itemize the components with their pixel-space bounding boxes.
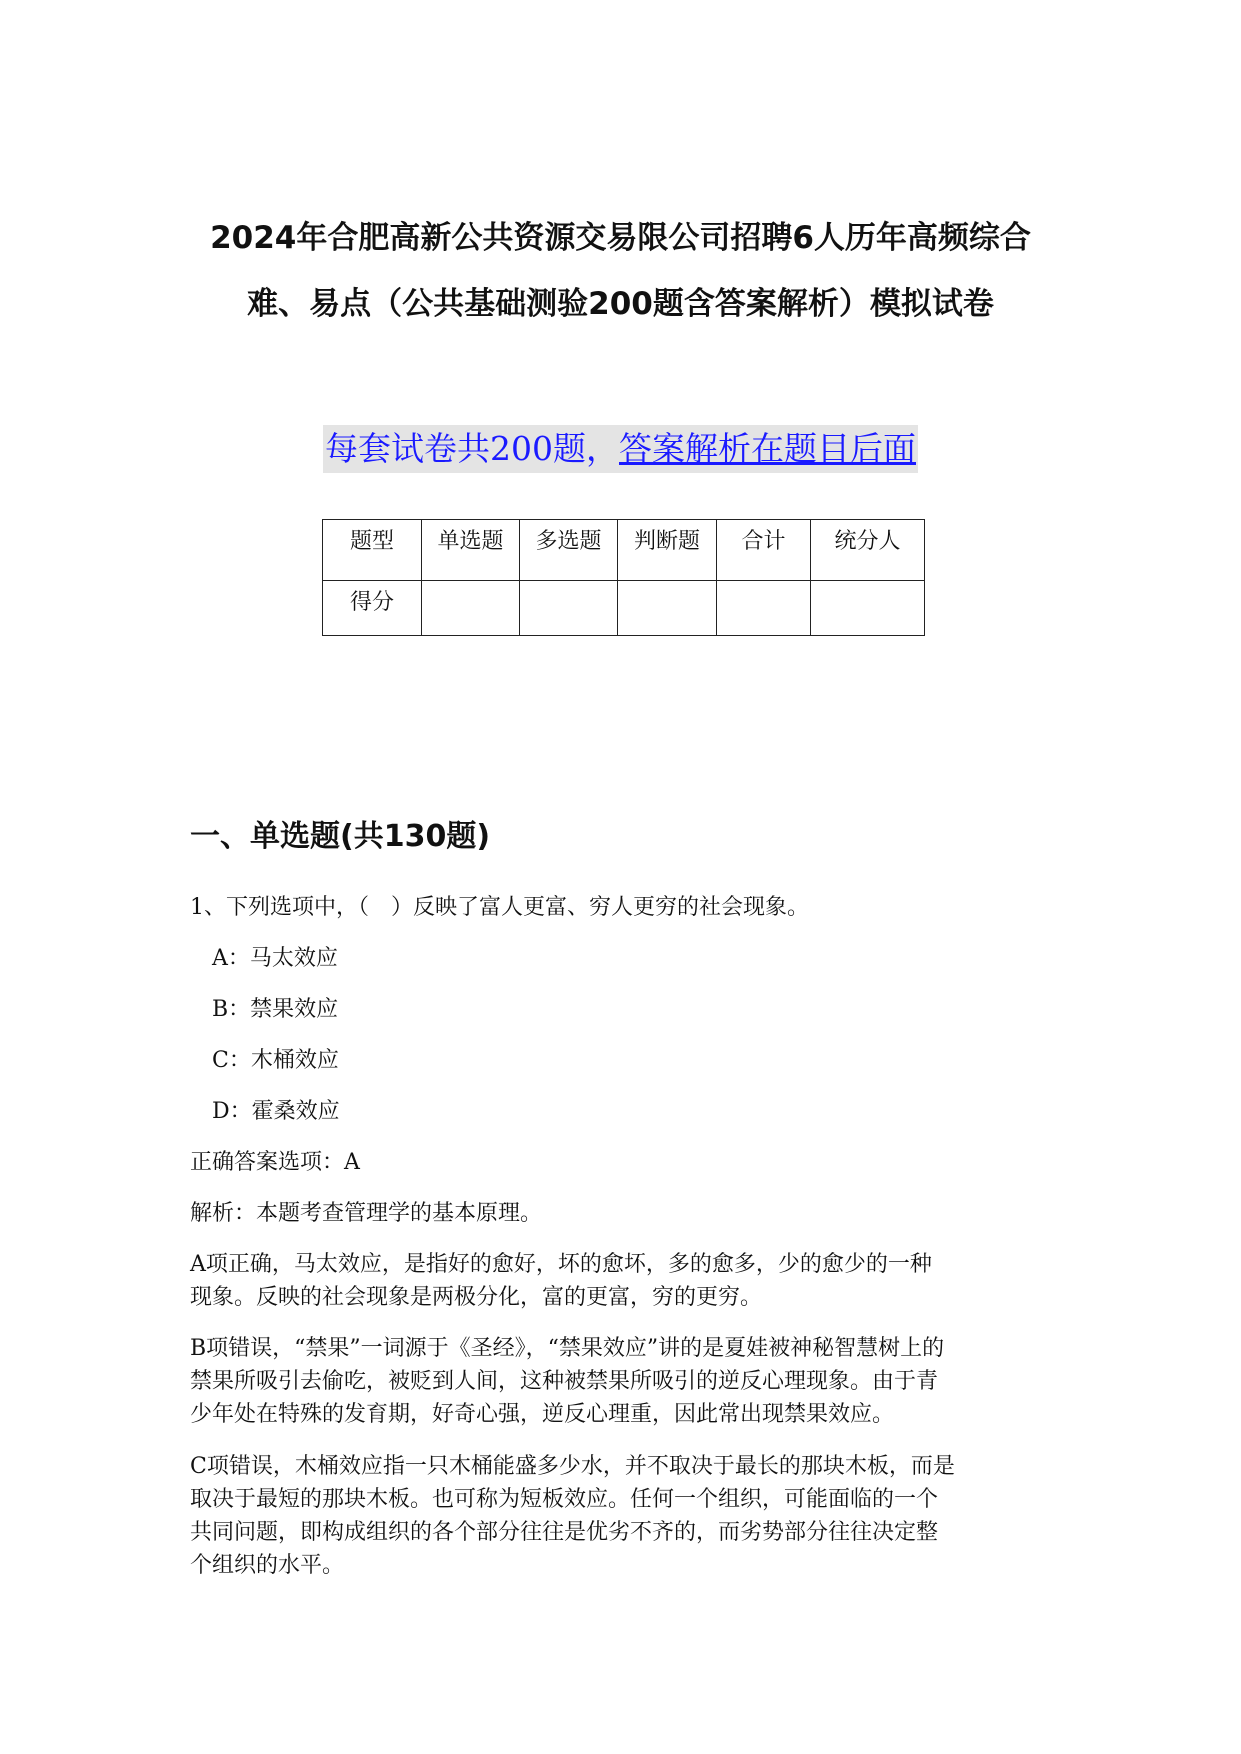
score-table bbox=[322, 519, 925, 636]
analysis-intro: 解析：本题考查管理学的基本原理。 bbox=[190, 1201, 543, 1226]
title-line-1: 2024年合肥高新公共资源交易限公司招聘6人历年高频综合 bbox=[210, 220, 1031, 256]
document-title bbox=[150, 205, 1091, 337]
table-header-cell: 统分人 bbox=[811, 520, 925, 581]
explanation-line: A项正确，马太效应，是指好的愈好，坏的愈坏，多的愈多，少的愈少的一种 bbox=[190, 1252, 932, 1277]
score-cell[interactable] bbox=[422, 581, 520, 636]
option-d: D：霍桑效应 bbox=[212, 1099, 340, 1124]
explanation-line: B项错误，“禁果”一词源于《圣经》，“禁果效应”讲的是夏娃被神秘智慧树上的 bbox=[190, 1336, 945, 1361]
table-header-cell: 判断题 bbox=[618, 520, 717, 581]
option-b: B：禁果效应 bbox=[212, 997, 339, 1022]
explanation-a bbox=[190, 1248, 1050, 1314]
explanation-line: 少年处在特殊的发育期，好奇心强，逆反心理重，因此常出现禁果效应。 bbox=[190, 1402, 895, 1427]
score-cell[interactable] bbox=[811, 581, 925, 636]
option-c: C：木桶效应 bbox=[212, 1048, 339, 1073]
option-a: A：马太效应 bbox=[212, 946, 338, 971]
table-row-label: 得分 bbox=[323, 581, 422, 636]
explanation-b bbox=[190, 1332, 1050, 1431]
explanation-line: 共同问题，即构成组织的各个部分往往是优劣不齐的，而劣势部分往往决定整 bbox=[190, 1520, 939, 1545]
score-cell[interactable] bbox=[618, 581, 717, 636]
score-cell[interactable] bbox=[520, 581, 618, 636]
explanation-line: 个组织的水平。 bbox=[190, 1553, 345, 1578]
banner-highlight bbox=[323, 425, 918, 473]
banner bbox=[0, 425, 1241, 473]
banner-prefix: 每套试卷共200题， bbox=[325, 429, 619, 468]
score-table-score-row bbox=[323, 581, 925, 636]
score-table-header-row bbox=[323, 520, 925, 581]
question-stem: 1、下列选项中，（ ）反映了富人更富、穷人更穷的社会现象。 bbox=[190, 895, 809, 920]
explanation-line: C项错误，木桶效应指一只木桶能盛多少水，并不取决于最长的那块木板，而是 bbox=[190, 1454, 955, 1479]
score-cell[interactable] bbox=[717, 581, 811, 636]
section-heading: 一、单选题(共130题) bbox=[190, 819, 491, 854]
explanation-line: 取决于最短的那块木板。也可称为短板效应。任何一个组织，可能面临的一个 bbox=[190, 1487, 939, 1512]
title-line-2: 难、易点（公共基础测验200题含答案解析）模拟试卷 bbox=[247, 286, 994, 322]
answer-location-link[interactable]: 答案解析在题目后面 bbox=[619, 429, 916, 468]
correct-answer: 正确答案选项：A bbox=[190, 1150, 360, 1175]
explanation-line: 现象。反映的社会现象是两极分化，富的更富，穷的更穷。 bbox=[190, 1285, 763, 1310]
explanation-line: 禁果所吸引去偷吃，被贬到人间，这种被禁果所吸引的逆反心理现象。由于青 bbox=[190, 1369, 939, 1394]
table-header-cell: 单选题 bbox=[422, 520, 520, 581]
table-header-cell: 合计 bbox=[717, 520, 811, 581]
explanation-c bbox=[190, 1450, 1050, 1582]
table-header-cell: 多选题 bbox=[520, 520, 618, 581]
table-header-cell: 题型 bbox=[323, 520, 422, 581]
